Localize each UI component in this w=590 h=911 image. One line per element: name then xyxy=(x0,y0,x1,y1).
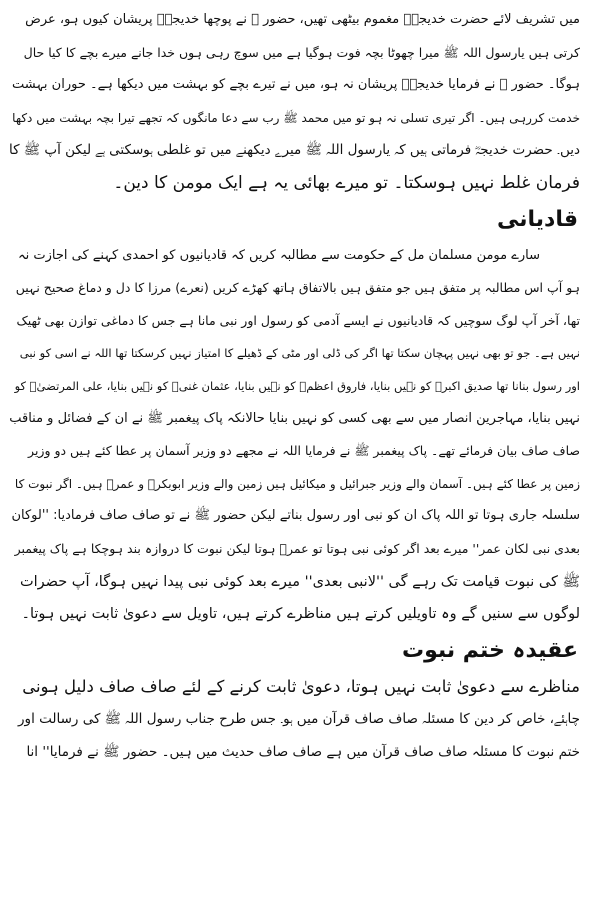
section-heading-qadiani: قادیانی xyxy=(497,206,578,232)
text-line: چاہئے، خاص کر دین کا مسئلہ صاف صاف قرآن میں ہو۔ جس طرح جناب رسول اللہ ﷺ کی رسالت اور xyxy=(18,711,580,728)
paragraph-khadija-story xyxy=(8,4,580,200)
text-line: سلسلہ جاری ہوتا تو اللہ پاک ان کو نبی اور رسول بناتے لیکن حضور ﷺ نے تو صاف صاف فرمادیا: ''لوکان xyxy=(11,508,580,524)
text-line: فرمان غلط نہیں ہوسکتا۔ تو میرے بھائی یہ ہے ایک مومن کا دین۔ xyxy=(113,172,580,193)
text-line: سارے مومن مسلمان مل کے حکومت سے مطالبہ کریں کہ قادیانیوں کو احمدی کہنے کی اجازت نہ xyxy=(18,247,540,263)
text-line: کرتی ہیں یارسول اللہ ﷺ میرا چھوٹا بچہ فوت ہوگیا ہے میں سوچ رہی ہوں خدا جانے میرے بچے کا کیا حال xyxy=(23,44,580,60)
text-line: نہیں ہے۔ جو تو بھی نہیں پہچان سکتا تھا اگر کی ڈلی اور مٹی کے ڈھیلے کا امتیاز نہیں کرسکتا تھا اللہ نے اسی کو نبی xyxy=(19,346,580,361)
text-line: مناظرے سے دعویٰ ثابت نہیں ہوتا، دعویٰ ثابت کرنے کے لئے صاف صاف دلیل ہونی xyxy=(22,676,580,696)
text-line: میں تشریف لائے حضرت خدیجہؓ مغموم بیٹھی تھیں، حضور ﷺ نے پوچھا خدیجہؓ پریشان کیوں ہو، عرض xyxy=(25,12,580,27)
text-line: لوگوں سے سنیں گے وہ تاویلیں کرتے ہیں مناظرے کرتے ہیں، تاویل سے دعویٰ ثابت نہیں ہوتا۔ xyxy=(21,606,580,623)
text-line: ختم نبوت کا مسئلہ صاف صاف قرآن میں ہے صاف صاف حدیث میں ہیں۔ حضور ﷺ نے فرمایا'' انا xyxy=(26,743,580,760)
text-line: زمین پر عطا کئے ہیں۔ آسمان والے وزیر جبرائیل و میکائیل ہیں زمین والے وزیر ابوبکرؓ و عمرؓ ہیں۔ اگر نبوت کا xyxy=(14,476,580,491)
text-line: اور رسول بنانا تھا صدیق اکبرؓ کو نہیں بنایا، فاروق اعظمؓ کو نہیں بنایا، عثمان غنیؓ کو نہیں بنایا، علی المرتضیٰؓ کو xyxy=(14,378,580,393)
text-line: تھا، آخر آپ لوگ سوچیں کہ قادیانیوں نے ایسے آدمی کو رسول اور نبی مانا ہے جس کا دماغی توازن بھی ٹھیک xyxy=(16,312,580,328)
text-line: ﷺ کی نبوت قیامت تک رہے گی ''لانبی بعدی'' میرے بعد کوئی نبی پیدا نہیں ہوگا، آپ حضرات xyxy=(19,573,580,590)
text-line: بعدی نبی لکان عمر'' میرے بعد اگر کوئی نبی ہوتا تو عمرؓ ہوتا لیکن نبوت کا دروازہ بند ہوچکا ہے پاک پیغمبر xyxy=(14,540,580,556)
paragraph-khatm-e-nabuwwat xyxy=(8,671,580,769)
paragraph-qadiani xyxy=(8,240,580,631)
text-line: ہو آپ اس مطالبہ پر متفق ہیں جو متفق ہیں بالاتفاق ہاتھ کھڑے کریں (نعرے) مرزا کا دل و دماغ صحیح نہیں xyxy=(15,280,580,296)
text-line: دیں۔ حضرت خدیجہؓ فرماتی ہیں کہ یارسول اللہ ﷺ میرے دیکھنے میں تو غلطی ہوسکتی ہے لیکن آپ ﷺ کا xyxy=(8,142,580,159)
text-line: صاف صاف بیان فرمائے تھے۔ پاک پیغمبر ﷺ نے فرمایا اللہ نے مجھے دو وزیر آسمان پر عطا کئے ہیں دو وزیر xyxy=(28,443,580,459)
text-line: ہوگا۔ حضور ﷺ نے فرمایا خدیجہؓ پریشان نہ ہو، میں نے تیرے بچے کو بہشت میں دیکھا ہے۔ حوران بہشت xyxy=(11,77,580,93)
section-heading-khatm-e-nabuwwat: عقیدہ ختم نبوت xyxy=(402,637,578,663)
text-line: خدمت کررہی ہیں۔ اگر تیری تسلی نہ ہو تو میں محمد ﷺ رب سے دعا مانگوں کہ تجھے تیرا بچہ بہشت میں دکھا xyxy=(12,110,580,125)
text-line: نہیں بنایا، مہاجرین انصار میں سے بھی کسی کو نہیں بنایا حالانکہ پاک پیغمبر ﷺ نے ان کے فضائل و مناقب xyxy=(9,410,580,426)
